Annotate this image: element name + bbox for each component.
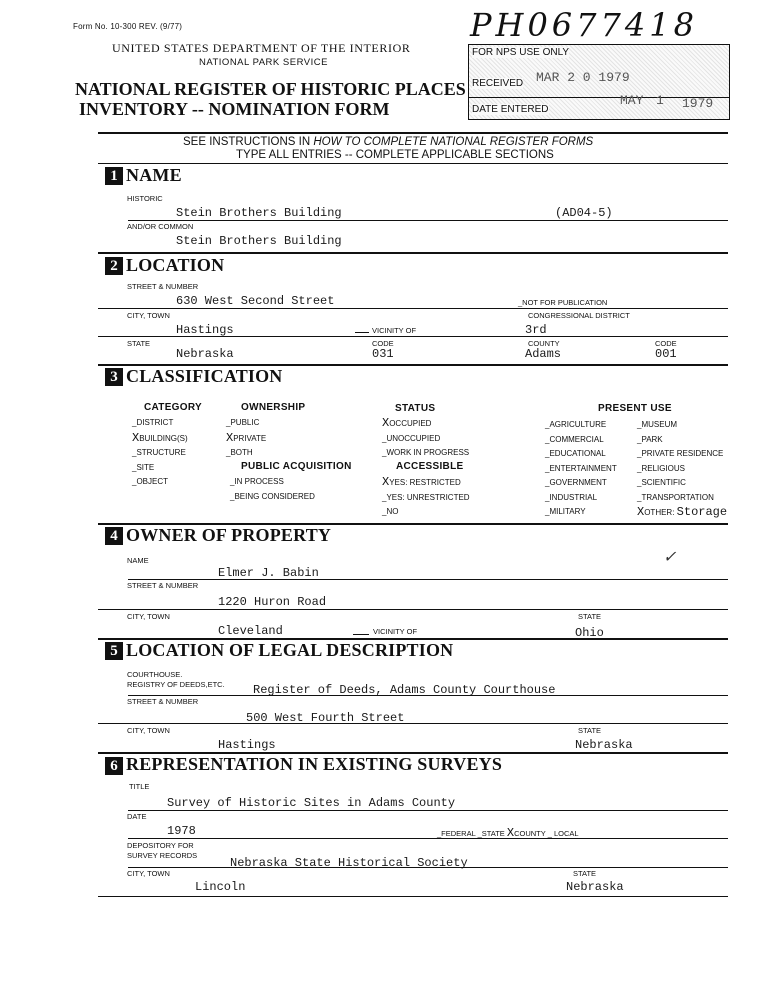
- rule-historic: [128, 220, 728, 221]
- use-agriculture: _AGRICULTURE: [545, 420, 607, 429]
- status-unoccupied: _UNOCCUPIED: [382, 433, 441, 443]
- owner-vicinity-label: VICINITY OF: [373, 627, 418, 636]
- rule-s1: [98, 163, 728, 164]
- survey-title-label: TITLE: [129, 782, 150, 791]
- owner-city-label: CITY, TOWN: [127, 612, 170, 621]
- section-title-location: LOCATION: [126, 255, 225, 275]
- category-list: [132, 416, 188, 490]
- owner-state: Ohio: [575, 626, 604, 640]
- service-name: NATIONAL PARK SERVICE: [199, 57, 328, 68]
- code2-label: CODE: [655, 339, 677, 348]
- use-government: _GOVERNMENT: [545, 478, 607, 487]
- category-district: _DISTRICT: [132, 418, 174, 427]
- ownership-list: [226, 416, 266, 461]
- section-number-3: 3: [105, 368, 123, 386]
- status-header: STATUS: [395, 403, 436, 414]
- depository-label-1: DEPOSITORY FOR: [127, 841, 194, 850]
- access-restricted: XYES: RESTRICTED: [382, 475, 461, 489]
- present-use-list-1: [545, 418, 617, 520]
- instructions-line2: TYPE ALL ENTRIES -- COMPLETE APPLICABLE SECTIONS: [236, 149, 554, 161]
- use-military: _MILITARY: [545, 507, 586, 516]
- form-title-line1: NATIONAL REGISTER OF HISTORIC PLACES: [75, 79, 466, 99]
- survey-city-label: CITY, TOWN: [127, 869, 170, 878]
- form-number: Form No. 10-300 REV. (9/77): [73, 22, 183, 31]
- owner-vicinity-blank: [353, 634, 369, 635]
- public-acquisition-header: PUBLIC ACQUISITION: [241, 461, 352, 472]
- accessible-header: ACCESSIBLE: [396, 461, 464, 472]
- use-other: XOTHER: Storage: [637, 505, 728, 519]
- congressional-label: CONGRESSIONAL DISTRICT: [528, 311, 630, 320]
- vicinity-blank: [355, 332, 369, 333]
- county-value: Adams: [525, 347, 562, 361]
- handwritten-reference: PH0677418: [470, 6, 698, 44]
- status-work-in-progress: _WORK IN PROGRESS: [382, 448, 470, 457]
- use-park: _PARK: [637, 434, 663, 444]
- state-value: Nebraska: [176, 347, 234, 361]
- nps-use-label: FOR NPS USE ONLY: [472, 47, 570, 58]
- use-entertainment: _ENTERTAINMENT: [545, 463, 617, 473]
- acquisition-considered: _BEING CONSIDERED: [230, 491, 315, 501]
- legal-street-label: STREET & NUMBER: [127, 697, 199, 706]
- survey-title: Survey of Historic Sites in Adams County: [167, 796, 456, 810]
- use-scientific: _SCIENTIFIC: [637, 478, 686, 487]
- use-educational: _EDUCATIONAL: [545, 449, 606, 458]
- ownership-private: XPRIVATE: [226, 430, 267, 445]
- section-number-2: 2: [105, 257, 123, 275]
- category-buildings: XBUILDING(S): [132, 430, 188, 445]
- survey-state: Nebraska: [566, 880, 624, 894]
- use-transportation: _TRANSPORTATION: [637, 492, 714, 502]
- use-religious: _RELIGIOUS: [637, 463, 686, 473]
- status-list: [382, 416, 469, 461]
- section-title-classification: CLASSIFICATION: [126, 366, 283, 386]
- section-number-6: 6: [105, 757, 123, 775]
- use-other-value: Storage: [676, 505, 728, 519]
- common-name: Stein Brothers Building: [176, 234, 342, 248]
- received-stamp: MAR 2 0 1979: [536, 70, 630, 85]
- owner-name-label: NAME: [127, 556, 149, 565]
- acquisition-list: [230, 475, 315, 504]
- street-label: STREET & NUMBER: [127, 282, 199, 291]
- category-site: _SITE: [132, 462, 155, 472]
- owner-name: Elmer J. Babin: [218, 566, 319, 580]
- rule-s2: [98, 252, 728, 254]
- category-buildings-mark: X: [132, 430, 140, 445]
- ownership-public: _PUBLIC: [226, 418, 260, 427]
- rule-street: [98, 308, 728, 309]
- section-number-5: 5: [105, 642, 123, 660]
- legal-city: Hastings: [218, 738, 276, 752]
- owner-city: Cleveland: [218, 624, 283, 638]
- rule-top: [98, 132, 728, 134]
- use-other-mark: X: [637, 505, 645, 519]
- courthouse-label: COURTHOUSE.: [127, 670, 183, 679]
- access-unrestricted: _YES: UNRESTRICTED: [382, 492, 470, 502]
- survey-date: 1978: [167, 824, 196, 838]
- legal-city-label: CITY, TOWN: [127, 726, 170, 735]
- use-private-residence: _PRIVATE RESIDENCE: [637, 449, 724, 458]
- check-mark-icon: ✓: [663, 547, 677, 566]
- ownership-both: _BOTH: [226, 448, 253, 457]
- section-number-4: 4: [105, 527, 123, 545]
- historic-label: HISTORIC: [127, 194, 163, 203]
- department-name: UNITED STATES DEPARTMENT OF THE INTERIOR: [112, 41, 411, 55]
- county-code: 001: [655, 347, 677, 361]
- section-number-1: 1: [105, 167, 123, 185]
- vicinity-label: VICINITY OF: [372, 326, 417, 335]
- county-label: COUNTY: [528, 339, 560, 348]
- state-label: STATE: [127, 339, 151, 348]
- ownership-header: OWNERSHIP: [241, 402, 306, 413]
- date-entered-day: 1: [656, 93, 664, 108]
- legal-state: Nebraska: [575, 738, 633, 752]
- owner-street: 1220 Huron Road: [218, 595, 327, 609]
- depository-value: Nebraska State Historical Society: [230, 856, 468, 870]
- state-code: 031: [372, 347, 394, 361]
- section-title-surveys: REPRESENTATION IN EXISTING SURVEYS: [126, 754, 503, 774]
- county-level-mark: X: [506, 826, 515, 840]
- congressional-value: 3rd: [525, 323, 547, 337]
- access-restricted-mark: X: [382, 475, 390, 489]
- legal-street: 500 West Fourth Street: [246, 711, 405, 725]
- not-for-publication: _NOT FOR PUBLICATION: [518, 298, 608, 307]
- rule-owner-name: [128, 579, 728, 580]
- registry-label: REGISTRY OF DEEDS,ETC.: [127, 680, 225, 689]
- survey-levels: _FEDERAL _STATE XCOUNTY _ LOCAL: [437, 826, 579, 840]
- rule-owner-street: [98, 609, 728, 610]
- survey-date-label: DATE: [127, 812, 147, 821]
- rule-courthouse: [128, 695, 728, 696]
- city-label: CITY, TOWN: [127, 311, 170, 320]
- status-occupied: XOCCUPIED: [382, 416, 432, 430]
- acquisition-in-process: _IN PROCESS: [230, 477, 284, 486]
- city-value: Hastings: [176, 323, 234, 337]
- rule-city: [98, 336, 728, 337]
- survey-state-label: STATE: [573, 869, 597, 878]
- received-label: RECEIVED: [472, 78, 524, 89]
- status-occupied-mark: X: [382, 416, 390, 430]
- ownership-private-mark: X: [226, 430, 234, 445]
- use-museum: _MUSEUM: [637, 420, 678, 429]
- rule-survey-date: [128, 838, 728, 839]
- date-entered-label: DATE ENTERED: [472, 104, 549, 115]
- depository-label-2: SURVEY RECORDS: [127, 851, 198, 860]
- access-list: [382, 475, 470, 520]
- legal-state-label: STATE: [578, 726, 602, 735]
- section-title-legal: LOCATION OF LEGAL DESCRIPTION: [126, 640, 454, 660]
- instructions-line1: SEE INSTRUCTIONS IN HOW TO COMPLETE NATIONAL REGISTER FORMS: [183, 136, 594, 148]
- section-title-name: NAME: [126, 165, 182, 185]
- category-object: _OBJECT: [132, 477, 169, 486]
- owner-street-label: STREET & NUMBER: [127, 581, 199, 590]
- owner-state-label: STATE: [578, 612, 602, 621]
- date-entered-month: MAY: [620, 93, 644, 108]
- courthouse-value: Register of Deeds, Adams County Courthouse: [253, 683, 556, 697]
- common-label: AND/OR COMMON: [127, 222, 194, 231]
- rule-survey-title: [128, 810, 728, 811]
- category-header: CATEGORY: [144, 402, 202, 413]
- access-no: _NO: [382, 507, 399, 516]
- section-title-owner: OWNER OF PROPERTY: [126, 525, 332, 545]
- rule-depository: [128, 867, 728, 868]
- historic-name: Stein Brothers Building: [176, 206, 342, 220]
- code-label: CODE: [372, 339, 394, 348]
- rule-bottom: [98, 896, 728, 897]
- use-industrial: _INDUSTRIAL: [545, 492, 598, 502]
- form-title-line2: INVENTORY -- NOMINATION FORM: [79, 99, 390, 119]
- present-use-header: PRESENT USE: [598, 403, 672, 414]
- rule-legal-street: [98, 723, 728, 724]
- reference-code: (AD04-5): [555, 206, 613, 220]
- present-use-list-2: [637, 418, 727, 521]
- survey-city: Lincoln: [195, 880, 246, 894]
- category-structure: _STRUCTURE: [132, 448, 186, 457]
- date-entered-year: 1979: [682, 96, 714, 111]
- street-value: 630 West Second Street: [176, 294, 335, 308]
- use-commercial: _COMMERCIAL: [545, 434, 604, 444]
